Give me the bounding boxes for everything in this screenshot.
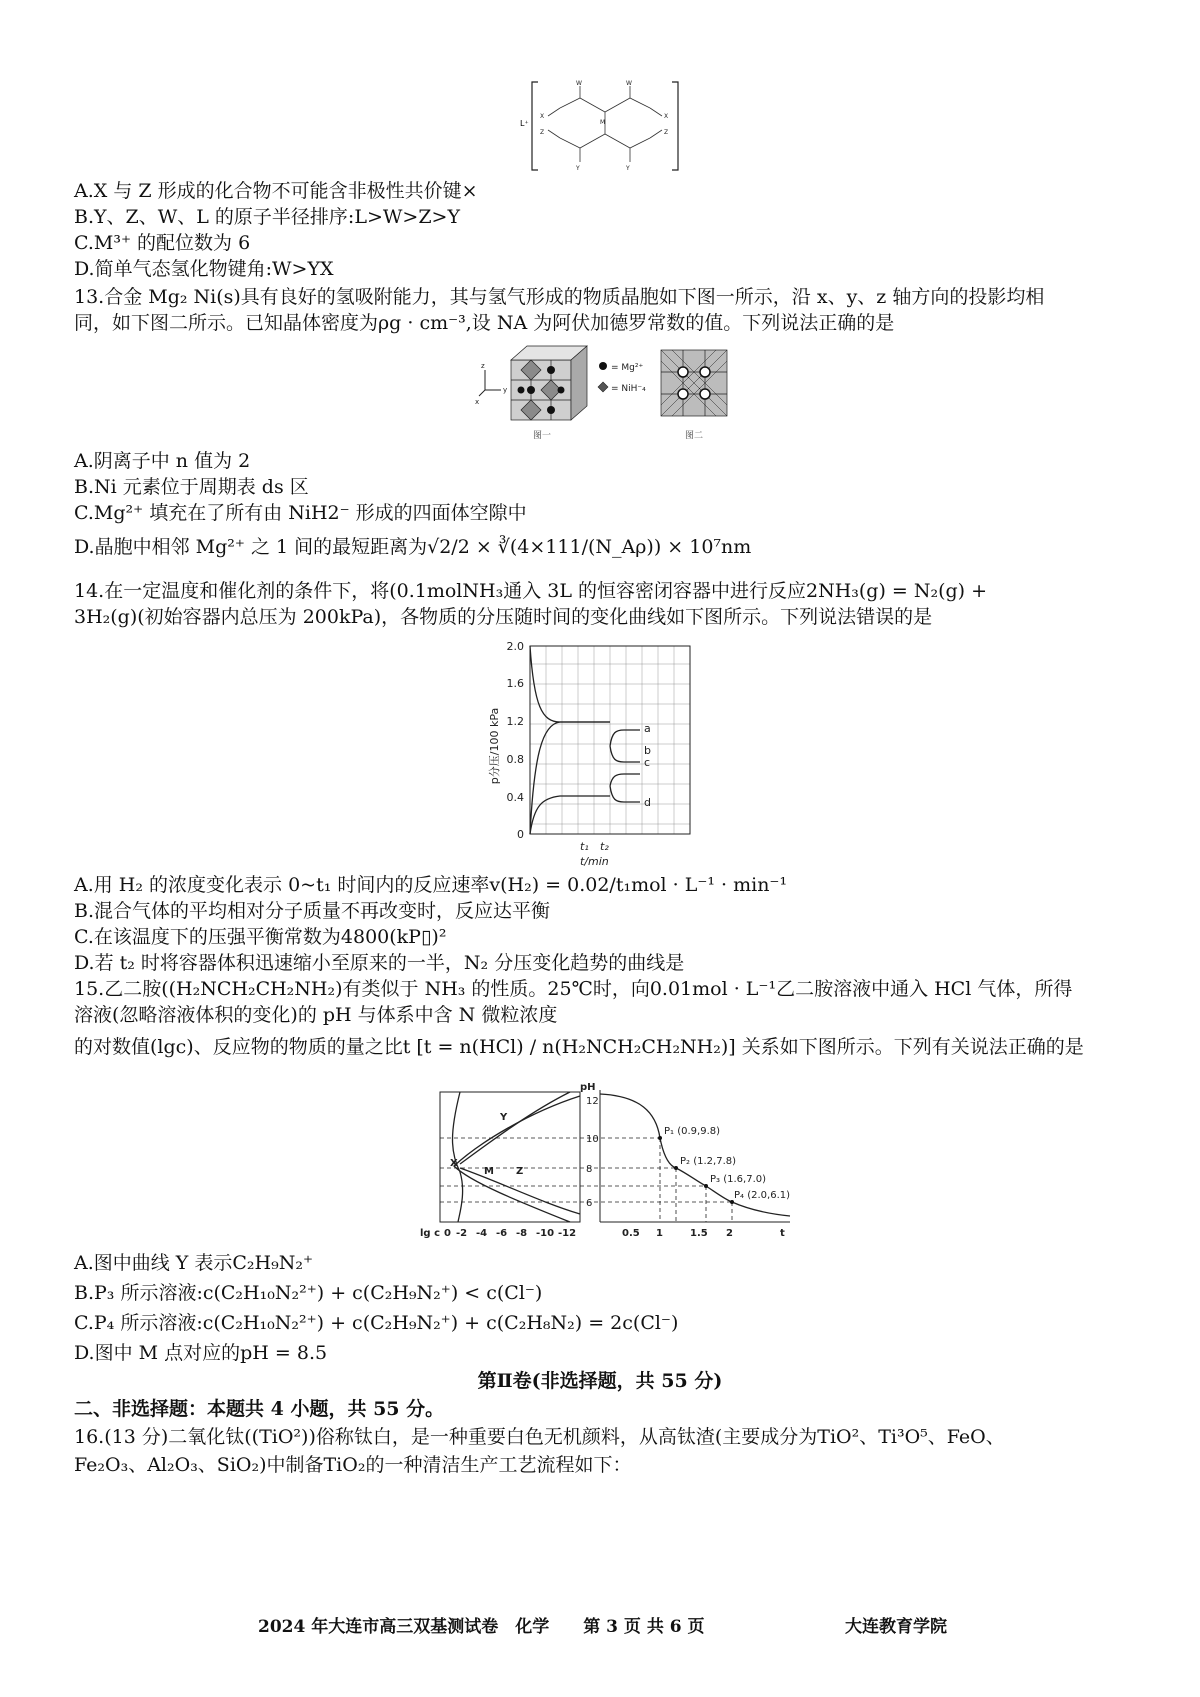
curve-label-b: b (644, 744, 651, 757)
curve-label-a: a (644, 722, 651, 735)
ph-axis-label: pH (580, 1082, 596, 1093)
fig2-caption: 图二 (685, 431, 704, 441)
curve-label-d: d (644, 796, 651, 809)
section-heading: 二、非选择题：本题共 4 小题，共 55 分。 (74, 1398, 445, 1420)
q15-stem-line1: 15.乙二胺((H₂NCH₂CH₂NH₂)有类似于 NH₃ 的性质。25℃时，向0.01mol · L⁻¹乙二胺溶液中通入 HCl 气体，所得 (74, 978, 1073, 1000)
lgc-axis-label: lg c (420, 1228, 440, 1239)
q13-option-b: B.Ni 元素位于周期表 ds 区 (74, 476, 309, 498)
q13-option-a: A.阴离子中 n 值为 2 (74, 450, 251, 472)
ph-tick: 8 (586, 1164, 593, 1175)
svg-text:y: y (503, 386, 508, 394)
svg-text:M: M (600, 119, 606, 126)
svg-text:Z: Z (540, 129, 545, 136)
y-tick-label: 1.6 (506, 677, 524, 690)
q15-stem-line2: 溶液(忽略溶液体积的变化)的 pH 与体系中含 N 微粒浓度 (74, 1004, 558, 1026)
q14-option-c: C.在该温度下的压强平衡常数为4800(kP▯)² (74, 926, 447, 948)
q15-option-d: D.图中 M 点对应的pH = 8.5 (74, 1342, 328, 1364)
q13-option-d: D.晶胞中相邻 Mg²⁺ 之 1 间的最短距离为√2/2 × ∛(4×111/(N_Aρ)) × 10⁷nm (74, 536, 752, 558)
point-p1-label: P₁ (0.9,9.8) (664, 1126, 721, 1137)
section-title: 第Ⅱ卷(非选择题，共 55 分) (477, 1370, 723, 1392)
q12-option-d: D.简单气态氢化物键角:W>YX (74, 258, 334, 280)
svg-text:z: z (481, 362, 485, 370)
t-axis-label: t (780, 1228, 785, 1239)
y-tick-label: 0.4 (506, 791, 524, 804)
t-tick: 0.5 (622, 1228, 640, 1239)
t-tick: 1.5 (690, 1228, 708, 1239)
svg-text:Y: Y (626, 165, 630, 172)
lgc-tick: -8 (516, 1228, 528, 1239)
q14-stem-line1: 14.在一定温度和催化剂的条件下，将(0.1molNH₃通入 3L 的恒容密闭容器中进行反应2NH₃(g) = N₂(g) + (74, 580, 988, 602)
curve-label-y: Y (500, 1112, 508, 1123)
t-tick: 2 (726, 1228, 733, 1239)
ph-tick: 12 (586, 1096, 599, 1107)
lgc-tick: -12 (558, 1228, 577, 1239)
legend-mg-label: = Mg²⁺ (611, 363, 644, 373)
svg-text:x: x (475, 398, 480, 406)
q13-crystal-figure (475, 342, 755, 447)
t-tick: 1 (656, 1228, 663, 1239)
curve-label-m: M (484, 1166, 494, 1177)
svg-text:Z: Z (664, 129, 669, 136)
y-tick-label: 0 (517, 828, 524, 841)
y-tick-label: 1.2 (506, 715, 524, 728)
q15-option-c: C.P₄ 所示溶液:c(C₂H₁₀N₂²⁺) + c(C₂H₉N₂⁺) + c(C₂H₈N₂) = 2c(Cl⁻) (74, 1312, 679, 1334)
fig1-caption: 图一 (533, 431, 552, 441)
q15-option-a: A.图中曲线 Y 表示C₂H₉N₂⁺ (74, 1252, 313, 1274)
svg-text:X: X (540, 113, 545, 120)
curve-label-x: X (450, 1158, 458, 1169)
q12-option-c: C.M³⁺ 的配位数为 6 (74, 232, 251, 254)
lgc-tick: -2 (456, 1228, 468, 1239)
complex-structure-figure (520, 78, 690, 179)
lgc-tick: 0 (444, 1228, 451, 1239)
q13-stem-line2: 同，如下图二所示。已知晶体密度为ρg · cm⁻³,设 NA 为阿伏加德罗常数的值。下列说法正确的是 (74, 312, 895, 334)
ph-tick: 6 (586, 1198, 593, 1209)
q13-option-c: C.Mg²⁺ 填充在了所有由 NiH2⁻ 形成的四面体空隙中 (74, 502, 527, 524)
y-axis-label: p分压/100 kPa (488, 707, 501, 785)
q14-option-a: A.用 H₂ 的浓度变化表示 0~t₁ 时间内的反应速率v(H₂) = 0.02/t₁mol · L⁻¹ · min⁻¹ (74, 874, 788, 896)
q14-option-d: D.若 t₂ 时将容器体积迅速缩小至原来的一半，N₂ 分压变化趋势的曲线是 (74, 952, 685, 974)
q14-stem-line2: 3H₂(g)(初始容器内总压为 200kPa)，各物质的分压随时间的变化曲线如下图所示。下列说法错误的是 (74, 606, 933, 628)
svg-text:L⁺: L⁺ (520, 119, 529, 128)
y-tick-label: 0.8 (506, 753, 524, 766)
footer-left: 2024 年大连市高三双基测试卷 化学 第 3 页 共 6 页 (258, 1617, 705, 1637)
lgc-tick: -6 (496, 1228, 508, 1239)
point-p3-label: P₃ (1.6,7.0) (710, 1174, 767, 1185)
q14-pressure-chart (480, 636, 720, 873)
q16-line1: 16.(13 分)二氧化钛((TiO²))俗称钛白，是一种重要白色无机颜料，从高钛渣(主要成分为TiO²、Ti³O⁵、FeO、 (74, 1426, 1005, 1448)
y-tick-label: 2.0 (506, 640, 524, 653)
q15-stem-line3: 的对数值(lgc)、反应物的物质的量之比t [t = n(HCl) / n(H₂NCH₂CH₂NH₂)] 关系如下图所示。下列有关说法正确的是 (74, 1036, 1084, 1058)
legend-nih-label: = NiH⁻₄ (611, 384, 646, 394)
footer-right: 大连教育学院 (845, 1617, 947, 1637)
curve-label-z: Z (516, 1166, 524, 1177)
x-tick-t1: t₁ (580, 840, 589, 853)
q12-option-b: B.Y、Z、W、L 的原子半径排序:L>W>Z>Y (74, 206, 460, 228)
lgc-tick: -10 (536, 1228, 555, 1239)
svg-text:X: X (664, 113, 669, 120)
q15-ph-chart (420, 1082, 792, 1247)
ph-tick: 10 (586, 1134, 599, 1145)
q12-option-a: A.X 与 Z 形成的化合物不可能含非极性共价键× (74, 180, 478, 202)
point-p4-label: P₄ (2.0,6.1) (734, 1190, 791, 1201)
svg-text:W: W (576, 80, 582, 87)
q16-line2: Fe₂O₃、Al₂O₃、SiO₂)中制备TiO₂的一种清洁生产工艺流程如下： (74, 1454, 632, 1476)
lgc-tick: -4 (476, 1228, 488, 1239)
x-tick-t2: t₂ (600, 840, 609, 853)
q15-option-b: B.P₃ 所示溶液:c(C₂H₁₀N₂²⁺) + c(C₂H₉N₂⁺) < c(Cl⁻) (74, 1282, 543, 1304)
svg-text:Y: Y (576, 165, 580, 172)
q14-option-b: B.混合气体的平均相对分子质量不再改变时，反应达平衡 (74, 900, 551, 922)
curve-label-c: c (644, 756, 651, 769)
point-p2-label: P₂ (1.2,7.8) (680, 1156, 737, 1167)
q13-stem-line1: 13.合金 Mg₂ Ni(s)具有良好的氢吸附能力，其与氢气形成的物质晶胞如下图一所示，沿 x、y、z 轴方向的投影均相 (74, 286, 1045, 308)
svg-text:W: W (626, 80, 632, 87)
x-axis-label: t/min (580, 855, 609, 868)
